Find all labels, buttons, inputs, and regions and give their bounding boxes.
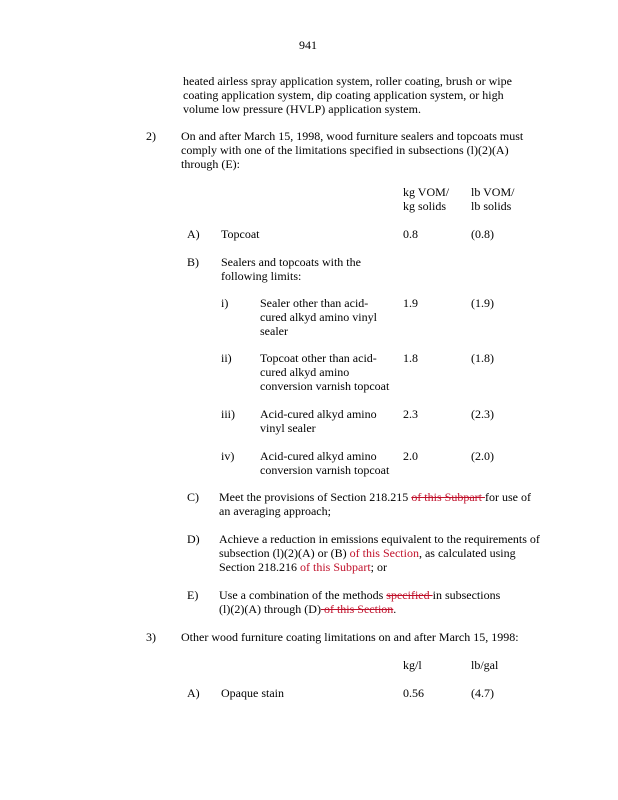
item-3-row-A-text: Opaque stain <box>221 686 284 700</box>
sub-ii-line: cured alkyd amino <box>260 365 350 379</box>
intro-paragraph <box>183 74 512 116</box>
sub-i-value-kg: 1.9 <box>403 296 418 310</box>
inserted-text: of this Section <box>349 546 419 560</box>
sub-i-line: Sealer other than acid- <box>260 296 369 310</box>
intro-line: heated airless spray application system, roller coating, brush or wipe <box>183 74 512 88</box>
intro-line: coating application system, dip coating application system, or high <box>183 88 504 102</box>
row-D-line: Achieve a reduction in emissions equivalent to the requirements of <box>219 532 540 546</box>
sub-iii-label: iii) <box>221 407 235 421</box>
row-D-line: subsection (l)(2)(A) or (B) of this Section, as calculated using <box>219 546 516 560</box>
sub-i-value-lb: (1.9) <box>471 296 494 310</box>
row-C-text <box>219 490 549 518</box>
sub-i-text <box>260 296 377 338</box>
col1-header-line: kg VOM/ <box>403 185 450 199</box>
row-A-text: Topcoat <box>221 227 260 241</box>
sub-iii-text <box>260 407 377 435</box>
sub-ii-line: conversion varnish topcoat <box>260 379 390 393</box>
row-A-value-lb: (0.8) <box>471 227 494 241</box>
sub-ii-text <box>260 351 389 393</box>
col1-header-line: kg solids <box>403 199 447 213</box>
sub-iii-value-kg: 2.3 <box>403 407 418 421</box>
row-A-value-kg: 0.8 <box>403 227 418 241</box>
item-3-col2-header: lb/gal <box>471 658 499 672</box>
sub-ii-value-lb: (1.8) <box>471 351 494 365</box>
deleted-text: specified <box>386 588 433 602</box>
item-2-text <box>181 129 523 171</box>
row-A-label: A) <box>187 227 200 241</box>
row-B-line: following limits: <box>221 269 302 283</box>
sub-ii-line: Topcoat other than acid- <box>260 351 377 365</box>
sub-i-line: cured alkyd amino vinyl <box>260 310 377 324</box>
deleted-text: of this Section <box>320 602 394 616</box>
row-C-line: Meet the provisions of Section 218.215 of this Subpart for use of <box>219 490 531 504</box>
item-3-number: 3) <box>146 630 156 644</box>
row-D-line: Section 218.216 of this Subpart; or <box>219 560 388 574</box>
sub-iv-value-kg: 2.0 <box>403 449 418 463</box>
item-3-text: Other wood furniture coating limitations on and after March 15, 1998: <box>181 630 519 644</box>
col1-header <box>403 185 449 213</box>
item-3-row-A-label: A) <box>187 686 200 700</box>
item-2-line: comply with one of the limitations specified in subsections (l)(2)(A) <box>181 143 509 157</box>
col2-header-line: lb solids <box>471 199 512 213</box>
sub-ii-label: ii) <box>221 351 232 365</box>
page-number: 941 <box>299 38 317 52</box>
row-E-text <box>219 588 549 616</box>
deleted-text: of this Subpart <box>411 490 485 504</box>
row-E-line: (l)(2)(A) through (D) of this Section. <box>219 602 397 616</box>
row-B-text <box>221 255 361 283</box>
sub-iv-text <box>260 449 389 477</box>
sub-iv-label: iv) <box>221 449 235 463</box>
sub-iv-line: conversion varnish topcoat <box>260 463 390 477</box>
col2-header <box>471 185 514 213</box>
col2-header-line: lb VOM/ <box>471 185 515 199</box>
sub-iv-line: Acid-cured alkyd amino <box>260 449 377 463</box>
intro-line: volume low pressure (HVLP) application system. <box>183 102 421 116</box>
sub-iii-value-lb: (2.3) <box>471 407 494 421</box>
item-3-row-A-value-kg: 0.56 <box>403 686 424 700</box>
inserted-text: of this Subpart <box>300 560 371 574</box>
row-E-label: E) <box>187 588 199 602</box>
item-3-row-A-value-lb: (4.7) <box>471 686 494 700</box>
sub-ii-value-kg: 1.8 <box>403 351 418 365</box>
sub-iv-value-lb: (2.0) <box>471 449 494 463</box>
row-C-label: C) <box>187 490 199 504</box>
row-C-line: an averaging approach; <box>219 504 331 518</box>
item-2-line: On and after March 15, 1998, wood furniture sealers and topcoats must <box>181 129 524 143</box>
item-2-line: through (E): <box>181 157 240 171</box>
sub-iii-line: vinyl sealer <box>260 421 316 435</box>
sub-i-line: sealer <box>260 324 288 338</box>
item-3-col1-header: kg/l <box>403 658 422 672</box>
row-D-text <box>219 532 559 574</box>
row-D-label: D) <box>187 532 200 546</box>
row-B-label: B) <box>187 255 199 269</box>
sub-i-label: i) <box>221 296 229 310</box>
row-B-line: Sealers and topcoats with the <box>221 255 361 269</box>
item-2-number: 2) <box>146 129 156 143</box>
sub-iii-line: Acid-cured alkyd amino <box>260 407 377 421</box>
row-E-line: Use a combination of the methods specified in subsections <box>219 588 501 602</box>
